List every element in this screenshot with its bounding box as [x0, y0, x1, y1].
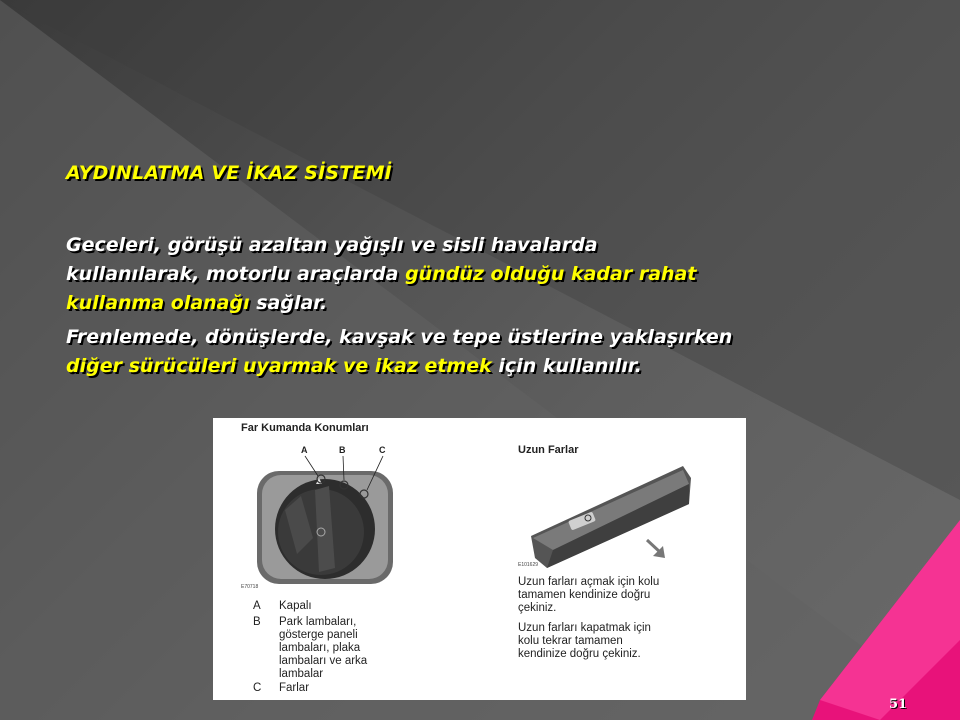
legend-b-key: B	[253, 616, 261, 628]
legend-b-line4: lambaları ve arka	[279, 655, 368, 667]
instr2-line3: kendinize doğru çekiniz.	[518, 648, 641, 660]
slide-title: AYDINLATMA VE İKAZ SİSTEMİ	[66, 162, 392, 184]
p1-line2a: kullanılarak, motorlu araçlarda	[66, 263, 406, 285]
paragraph-lighting-purpose	[66, 231, 926, 318]
page-number: 51	[889, 697, 908, 712]
instr2-line1: Uzun farları kapatmak için	[518, 622, 651, 634]
p2-line1: Frenlemede, dönüşlerde, kavşak ve tepe üstlerine yaklaşırken	[66, 326, 733, 348]
legend-a-text: Kapalı	[279, 600, 312, 612]
p1-line3a-highlight: kullanma olanağı	[66, 292, 257, 314]
stalk-lever-icon	[531, 466, 691, 568]
marker-c: C	[379, 445, 386, 455]
legend-b-line1: Park lambaları,	[279, 616, 357, 628]
left-figure-code: E70718	[241, 584, 259, 590]
p1-line3b: sağlar.	[256, 292, 328, 314]
figure-right-title: Uzun Farlar	[518, 444, 579, 456]
headlight-switch-knob-icon	[257, 456, 393, 584]
p2-line2b: için kullanılır.	[498, 355, 642, 377]
legend-a-key: A	[253, 600, 261, 612]
paragraph-warning-purpose	[66, 323, 926, 381]
marker-b: B	[339, 445, 346, 455]
p1-line2b-highlight: gündüz olduğu kadar rahat	[405, 263, 697, 285]
instr2-line2: kolu tekrar tamamen	[518, 635, 623, 647]
manual-figure	[213, 418, 746, 700]
right-figure-code: E101629	[518, 562, 539, 568]
legend-b-line3: lambaları, plaka	[279, 642, 361, 654]
p2-line2a-highlight: diğer sürücüleri uyarmak ve ikaz etmek	[66, 355, 499, 377]
p1-line1: Geceleri, görüşü azaltan yağışlı ve sisli havalarda	[66, 234, 598, 256]
figure-left-title: Far Kumanda Konumları	[241, 422, 369, 434]
legend-b-line2: gösterge paneli	[279, 629, 358, 641]
instr1-line3: çekiniz.	[518, 602, 557, 614]
legend-b-line5: lambalar	[279, 668, 324, 680]
instr1-line1: Uzun farları açmak için kolu	[518, 576, 660, 588]
instr1-line2: tamamen kendinize doğru	[518, 589, 651, 601]
legend-c-text: Farlar	[279, 682, 310, 694]
legend-c-key: C	[253, 682, 262, 694]
marker-a: A	[301, 445, 308, 455]
pull-arrow-icon	[647, 540, 665, 558]
